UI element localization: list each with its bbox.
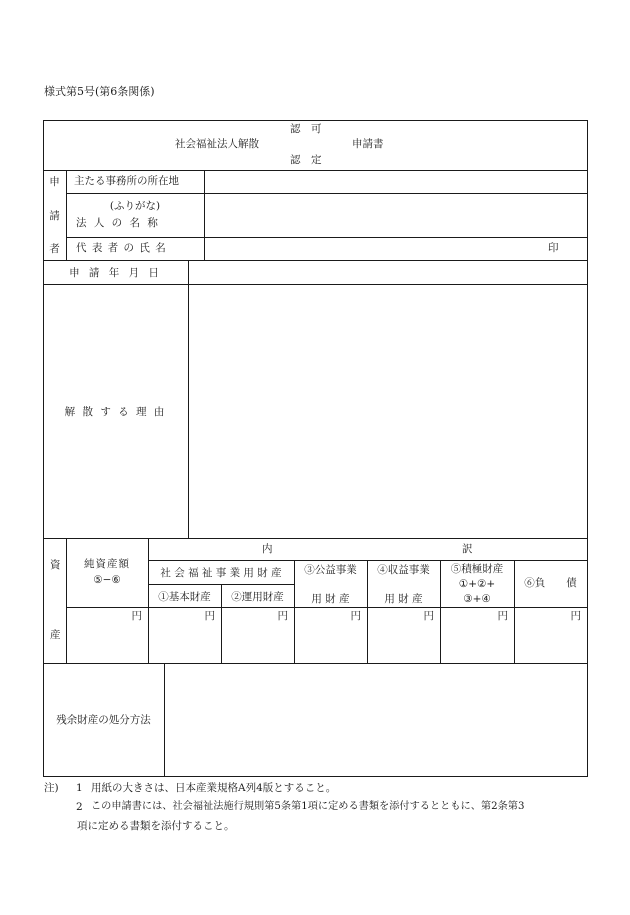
note-2-text-line2: 項に定める書類を添付すること。 — [77, 820, 235, 832]
yen-total: 円 — [497, 610, 508, 622]
seal-mark: 印 — [548, 242, 559, 254]
applicant-side-label-3: 者 — [49, 243, 60, 255]
public-business-label-2: 用 財 産 — [311, 592, 350, 605]
yen-operating: 円 — [277, 610, 288, 622]
dissolution-reason-field[interactable] — [189, 285, 587, 538]
liability-label: ⑥負 債 — [524, 576, 577, 589]
title-option-certification: 認 定 — [290, 154, 322, 166]
dissolution-reason-label: 解 散 す る 理 由 — [64, 405, 167, 418]
applicant-side-label-1: 申 — [49, 176, 60, 188]
total-assets-label-1: ⑤積極財産 — [450, 563, 504, 575]
basic-property-label: ①基本財産 — [158, 590, 211, 603]
note-2-number: 2 — [76, 801, 83, 813]
assets-side-label-1: 資 — [50, 559, 61, 571]
residual-disposal-label: 残余財産の処分方法 — [56, 714, 151, 726]
residual-disposal-field[interactable] — [165, 664, 587, 776]
yen-net-assets: 円 — [131, 610, 142, 622]
liability-field[interactable] — [515, 608, 587, 663]
form-number: 様式第5号(第6条関係) — [44, 85, 155, 98]
yen-liability: 円 — [570, 610, 581, 622]
breakdown-label-left: 内 — [262, 543, 273, 555]
yen-public: 円 — [350, 610, 361, 622]
profit-property-field[interactable] — [368, 608, 440, 663]
operating-property-field[interactable] — [222, 608, 294, 663]
yen-basic: 円 — [204, 610, 215, 622]
public-business-label-1: ③公益事業 — [304, 563, 357, 576]
application-date-label: 申 請 年 月 日 — [69, 266, 162, 279]
profit-business-label-2: 用 財 産 — [384, 592, 423, 605]
basic-property-field[interactable] — [149, 608, 221, 663]
corp-name-label: 法 人 の 名 称 — [76, 217, 160, 229]
social-welfare-property-label: 社 会 福 祉 事 業 用 財 産 — [160, 566, 282, 579]
net-assets-formula: ⑤−⑥ — [93, 574, 121, 586]
operating-property-label: ②運用財産 — [231, 590, 284, 603]
office-address-label: 主たる事務所の所在地 — [74, 175, 179, 187]
office-address-field[interactable] — [205, 171, 587, 193]
note-2-text-line1: この申請書には、社会福祉法施行規則第5条第1項に定める書類を添付するとともに、第2条第3 — [91, 801, 525, 812]
net-assets-label: 純資産額 — [84, 557, 130, 570]
title-option-approval: 認 可 — [290, 123, 322, 135]
furigana-label: (ふりがな) — [109, 199, 161, 212]
representative-field[interactable] — [205, 238, 545, 260]
yen-profit: 円 — [423, 610, 434, 622]
applicant-side-label-2: 請 — [49, 209, 60, 222]
corp-name-field[interactable] — [205, 194, 587, 237]
notes-prefix: 注) — [44, 782, 59, 794]
public-property-field[interactable] — [295, 608, 367, 663]
title-main: 社会福祉法人解散 — [175, 138, 259, 150]
total-assets-label-3: ③+④ — [463, 592, 491, 605]
note-1-text: 用紙の大きさは、日本産業規格A列4版とすること。 — [91, 782, 337, 794]
title-suffix: 申請書 — [352, 138, 384, 150]
assets-side-label-2: 産 — [50, 629, 61, 641]
net-assets-field[interactable] — [67, 608, 148, 663]
representative-label: 代 表 者 の 氏 名 — [76, 242, 167, 254]
profit-business-label-1: ④収益事業 — [377, 563, 430, 576]
application-date-field[interactable] — [189, 261, 587, 284]
note-1-number: 1 — [76, 782, 83, 794]
breakdown-label-right: 訳 — [462, 543, 473, 555]
total-assets-label-2: ①+②+ — [458, 577, 496, 590]
total-assets-field[interactable] — [441, 608, 514, 663]
